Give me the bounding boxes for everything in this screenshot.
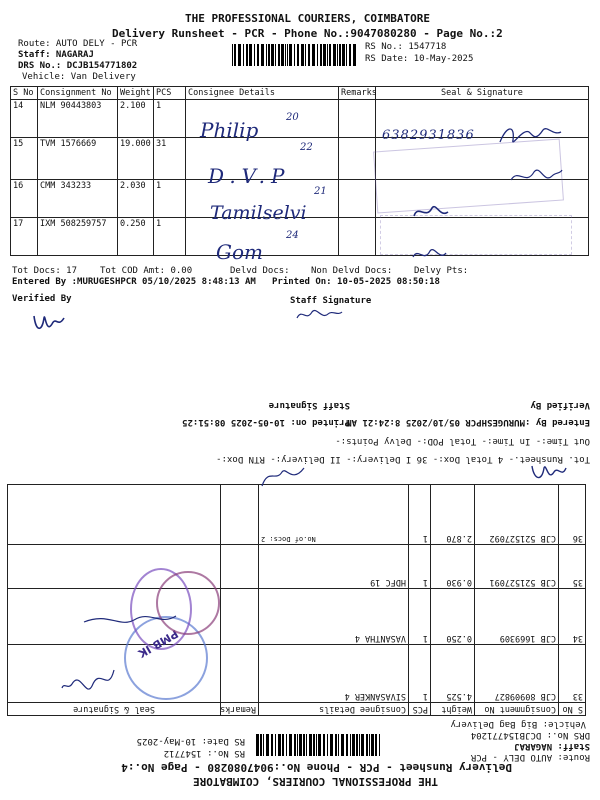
row-pcs: 1 bbox=[154, 100, 186, 138]
barcode-bar bbox=[275, 44, 276, 66]
row-weight: 0.930 bbox=[431, 545, 475, 589]
row-remarks bbox=[221, 589, 259, 645]
barcode-bar bbox=[342, 44, 345, 66]
col-consignee: Consignee Details bbox=[259, 703, 409, 716]
col-consignment: Consignment No bbox=[38, 87, 118, 100]
row-sno: 36 bbox=[559, 485, 586, 545]
barcode-bar bbox=[297, 734, 298, 756]
barcode-bar bbox=[375, 734, 377, 756]
col-weight: Weight bbox=[118, 87, 154, 100]
col-remarks: Remarks bbox=[339, 87, 376, 100]
row-consignee: VASANTHA 4 bbox=[259, 589, 409, 645]
row-remarks bbox=[221, 645, 259, 703]
row-remarks bbox=[221, 545, 259, 589]
row-consignment: IXM 508259757 bbox=[38, 218, 118, 256]
delivery-points: Delvy Pts: bbox=[414, 266, 469, 276]
barcode-bar bbox=[350, 734, 351, 756]
barcode-bar bbox=[306, 734, 307, 756]
barcode-bar bbox=[316, 734, 317, 756]
col-consignment: Consignment No bbox=[475, 703, 559, 716]
signature-mark bbox=[508, 162, 563, 190]
barcode-bar bbox=[303, 734, 305, 756]
row-pcs: 1 bbox=[409, 485, 431, 545]
handwritten-number: 24 bbox=[286, 230, 299, 241]
barcode-bar bbox=[356, 734, 358, 756]
barcode-bar bbox=[327, 734, 328, 756]
barcode-bar bbox=[234, 44, 236, 66]
barcode-bar bbox=[289, 44, 292, 66]
handwritten-number: 22 bbox=[300, 142, 313, 153]
barcode-bar bbox=[349, 44, 351, 66]
barcode-bar bbox=[379, 734, 380, 756]
barcode-bar bbox=[352, 734, 355, 756]
row-weight: 2.030 bbox=[118, 180, 154, 218]
row-sno: 14 bbox=[11, 100, 38, 138]
route: Route: AUTO DELY - PCR bbox=[18, 39, 138, 49]
barcode-bar bbox=[317, 44, 318, 66]
barcode-bar bbox=[278, 44, 280, 66]
row-consignment: CJB 521527091 bbox=[475, 545, 559, 589]
barcode-bar bbox=[308, 44, 310, 66]
handwritten-consignee: Gom bbox=[216, 240, 263, 264]
row-sno: 16 bbox=[11, 180, 38, 218]
row-remarks bbox=[339, 218, 376, 256]
barcode-bar bbox=[371, 734, 374, 756]
entered-by: Entered By :MURUGESHPCR 05/10/2025 8:24:21 AM bbox=[346, 417, 590, 427]
barcode-bar bbox=[333, 44, 336, 66]
row-consignment: TVM 1576669 bbox=[38, 138, 118, 180]
col-weight: Weight bbox=[431, 703, 475, 716]
signature-mark bbox=[258, 462, 308, 492]
barcode-bar bbox=[238, 44, 241, 66]
vehicle: Vehicle: Van Delivery bbox=[22, 72, 136, 82]
barcode-bar bbox=[339, 44, 341, 66]
drs-no: DRS No.: DCJB154771204 bbox=[470, 730, 590, 740]
col-sno: S No bbox=[559, 703, 586, 716]
barcode-bar bbox=[266, 734, 269, 756]
col-pcs: PCS bbox=[154, 87, 186, 100]
row-consignee: SIVASANKER 4 bbox=[259, 645, 409, 703]
barcode-bar bbox=[285, 44, 286, 66]
row-consignment: CJB 1669309 bbox=[475, 589, 559, 645]
barcode-bar bbox=[289, 734, 292, 756]
row-remarks bbox=[339, 138, 376, 180]
barcode bbox=[232, 44, 358, 66]
barcode-bar bbox=[278, 734, 281, 756]
row-consignment: CJB 521527092 bbox=[475, 485, 559, 545]
printed-on: Printed On: 10-05-2025 08:50:18 bbox=[272, 277, 440, 287]
barcode-bar bbox=[353, 44, 356, 66]
col-seal: Seal & Signature bbox=[376, 87, 589, 100]
row-weight: 2.100 bbox=[118, 100, 154, 138]
vehicle: Vehicle: Big Bag Delivery bbox=[450, 719, 586, 729]
row-weight: 2.870 bbox=[431, 485, 475, 545]
handwritten-number: 21 bbox=[314, 186, 327, 197]
barcode-bar bbox=[305, 44, 306, 66]
barcode-bar bbox=[369, 734, 370, 756]
barcode-bar bbox=[313, 734, 315, 756]
barcode-bar bbox=[268, 44, 270, 66]
barcode-bar bbox=[359, 734, 360, 756]
handwritten-consignee: Philip bbox=[200, 118, 259, 142]
col-pcs: PCS bbox=[409, 703, 431, 716]
non-delivered-docs: Non Delvd Docs: bbox=[311, 266, 393, 276]
barcode-bar bbox=[287, 44, 289, 66]
barcode-bar bbox=[261, 44, 264, 66]
row-remarks bbox=[339, 100, 376, 138]
rs-no: RS No.: 1547712 bbox=[163, 748, 245, 758]
row-consignment: CMM 343233 bbox=[38, 180, 118, 218]
signature-mark bbox=[294, 304, 344, 324]
barcode-bar bbox=[323, 44, 326, 66]
barcode-bar bbox=[318, 734, 321, 756]
printed-on: Printed on: 10-05-2025 08:51:25 bbox=[182, 417, 350, 427]
barcode-bar bbox=[249, 44, 252, 66]
row-sno: 33 bbox=[559, 645, 586, 703]
row-pcs: 1 bbox=[409, 545, 431, 589]
barcode-bar bbox=[294, 44, 295, 66]
barcode-bar bbox=[266, 44, 267, 66]
totals-line: Tot. Runsheet.- 4 Total Dox:- 36 I Delivery:- II Delivery:- RTN Dox:- bbox=[216, 454, 590, 464]
signature-mark bbox=[30, 308, 66, 338]
barcode-bar bbox=[254, 44, 255, 66]
company-name: THE PROFESSIONAL COURIERS, COIMBATORE bbox=[185, 12, 431, 25]
row-sno: 34 bbox=[559, 589, 586, 645]
barcode-bar bbox=[337, 44, 338, 66]
barcode bbox=[252, 734, 380, 756]
row-weight: 19.000 bbox=[118, 138, 154, 180]
runsheet-subtitle: Delivery Runsheet - PCR - Phone No.:9047080280 - Page No.:4 bbox=[121, 761, 512, 774]
barcode-bar bbox=[271, 44, 274, 66]
barcode-bar bbox=[346, 734, 348, 756]
barcode-bar bbox=[256, 734, 259, 756]
table-row bbox=[8, 545, 586, 589]
rs-date: RS Date: 10-May-2025 bbox=[136, 736, 245, 746]
barcode-bar bbox=[246, 44, 248, 66]
row-consignment: NLM 90443803 bbox=[38, 100, 118, 138]
col-consignee: Consignee Details bbox=[186, 87, 339, 100]
row-remarks bbox=[221, 485, 259, 545]
barcode-bar bbox=[323, 734, 325, 756]
col-seal: Seal & Signature bbox=[8, 703, 221, 716]
row-pcs: 1 bbox=[409, 589, 431, 645]
verified-by-label: Verified By bbox=[12, 294, 72, 304]
barcode-bar bbox=[335, 734, 337, 756]
stamp-text: PMB IK bbox=[135, 626, 181, 661]
drs-no: DRS No.: DCJB154771802 bbox=[18, 61, 138, 71]
barcode-bar bbox=[275, 734, 276, 756]
barcode-bar bbox=[263, 734, 264, 756]
delivered-docs: Delvd Docs: bbox=[230, 266, 290, 276]
handwritten-number: 20 bbox=[286, 112, 299, 123]
runsheet-subtitle: Delivery Runsheet - PCR - Phone No.:9047080280 - Page No.:2 bbox=[112, 27, 503, 40]
barcode-bar bbox=[271, 734, 273, 756]
barcode-bar bbox=[257, 44, 259, 66]
barcode-bar bbox=[361, 734, 364, 756]
barcode-bar bbox=[346, 44, 347, 66]
barcode-bar bbox=[341, 734, 344, 756]
row-remarks bbox=[339, 180, 376, 218]
seal-phone-number: 6382931836 bbox=[382, 128, 475, 143]
barcode-bar bbox=[286, 734, 287, 756]
staff-signature-label: Staff Signature bbox=[268, 400, 350, 410]
barcode-bar bbox=[338, 734, 339, 756]
signature-mark bbox=[410, 245, 448, 265]
barcode-bar bbox=[294, 734, 296, 756]
row-weight: 4.525 bbox=[431, 645, 475, 703]
row-pcs: 1 bbox=[154, 180, 186, 218]
barcode-bar bbox=[309, 734, 312, 756]
row-pcs: 1 bbox=[154, 218, 186, 256]
row-pcs: 1 bbox=[409, 645, 431, 703]
staff-signature-label: Staff Signature bbox=[290, 296, 372, 306]
barcode-bar bbox=[301, 44, 304, 66]
barcode-bar bbox=[232, 44, 233, 66]
entered-by: Entered By :MURUGESHPCR 05/10/2025 8:48:13 AM bbox=[12, 277, 256, 287]
staff: Staff: NAGARAJ bbox=[18, 50, 94, 60]
row-consignment: CJB 80909827 bbox=[475, 645, 559, 703]
staff: Staff: NAGARAJ bbox=[514, 741, 590, 751]
row-weight: 0.250 bbox=[118, 218, 154, 256]
out-time-line: Out Time:- In Time:- Total POD:- Delvy Points:- bbox=[335, 436, 590, 446]
row-pcs: 31 bbox=[154, 138, 186, 180]
barcode-bar bbox=[320, 44, 322, 66]
handwritten-consignee: Tamilselvi bbox=[210, 202, 307, 224]
row-sno: 15 bbox=[11, 138, 38, 180]
barcode-bar bbox=[366, 734, 368, 756]
barcode-bar bbox=[281, 44, 284, 66]
barcode-bar bbox=[297, 44, 299, 66]
col-remarks: Remarks bbox=[221, 703, 259, 716]
barcode-bar bbox=[327, 44, 328, 66]
total-cod: Tot COD Amt: 0.00 bbox=[100, 266, 193, 276]
row-sno: 35 bbox=[559, 545, 586, 589]
company-stamp bbox=[380, 215, 572, 255]
row-weight: 0.250 bbox=[431, 589, 475, 645]
signature-mark bbox=[528, 458, 568, 486]
row-sno: 17 bbox=[11, 218, 38, 256]
row-consignee: HDFC 19 bbox=[259, 545, 409, 589]
rs-no: RS No.: 1547718 bbox=[365, 42, 447, 52]
bottom-runsheet bbox=[0, 400, 600, 800]
barcode-bar bbox=[243, 44, 244, 66]
company-name: THE PROFESSIONAL COURIERS, COIMBATORE bbox=[192, 775, 438, 788]
barcode-bar bbox=[260, 734, 262, 756]
verified-by-label: Verified By bbox=[530, 400, 590, 410]
table-row bbox=[8, 485, 586, 545]
barcode-bar bbox=[330, 734, 333, 756]
row-consignee: No.of Docs: 2 bbox=[259, 485, 409, 545]
barcode-bar bbox=[282, 734, 284, 756]
col-sno: S No bbox=[11, 87, 38, 100]
row-seal bbox=[8, 485, 221, 545]
handwritten-consignee: D.V.P bbox=[208, 164, 291, 188]
barcode-bar bbox=[329, 44, 331, 66]
route: Route: AUTO DELY - PCR bbox=[470, 752, 590, 762]
barcode-bar bbox=[299, 734, 302, 756]
barcode-bar bbox=[312, 44, 315, 66]
signature-mark bbox=[60, 660, 120, 700]
total-docs: Tot Docs: 17 bbox=[12, 266, 78, 276]
rs-date: RS Date: 10-May-2025 bbox=[365, 54, 474, 64]
signature-mark bbox=[80, 606, 180, 630]
